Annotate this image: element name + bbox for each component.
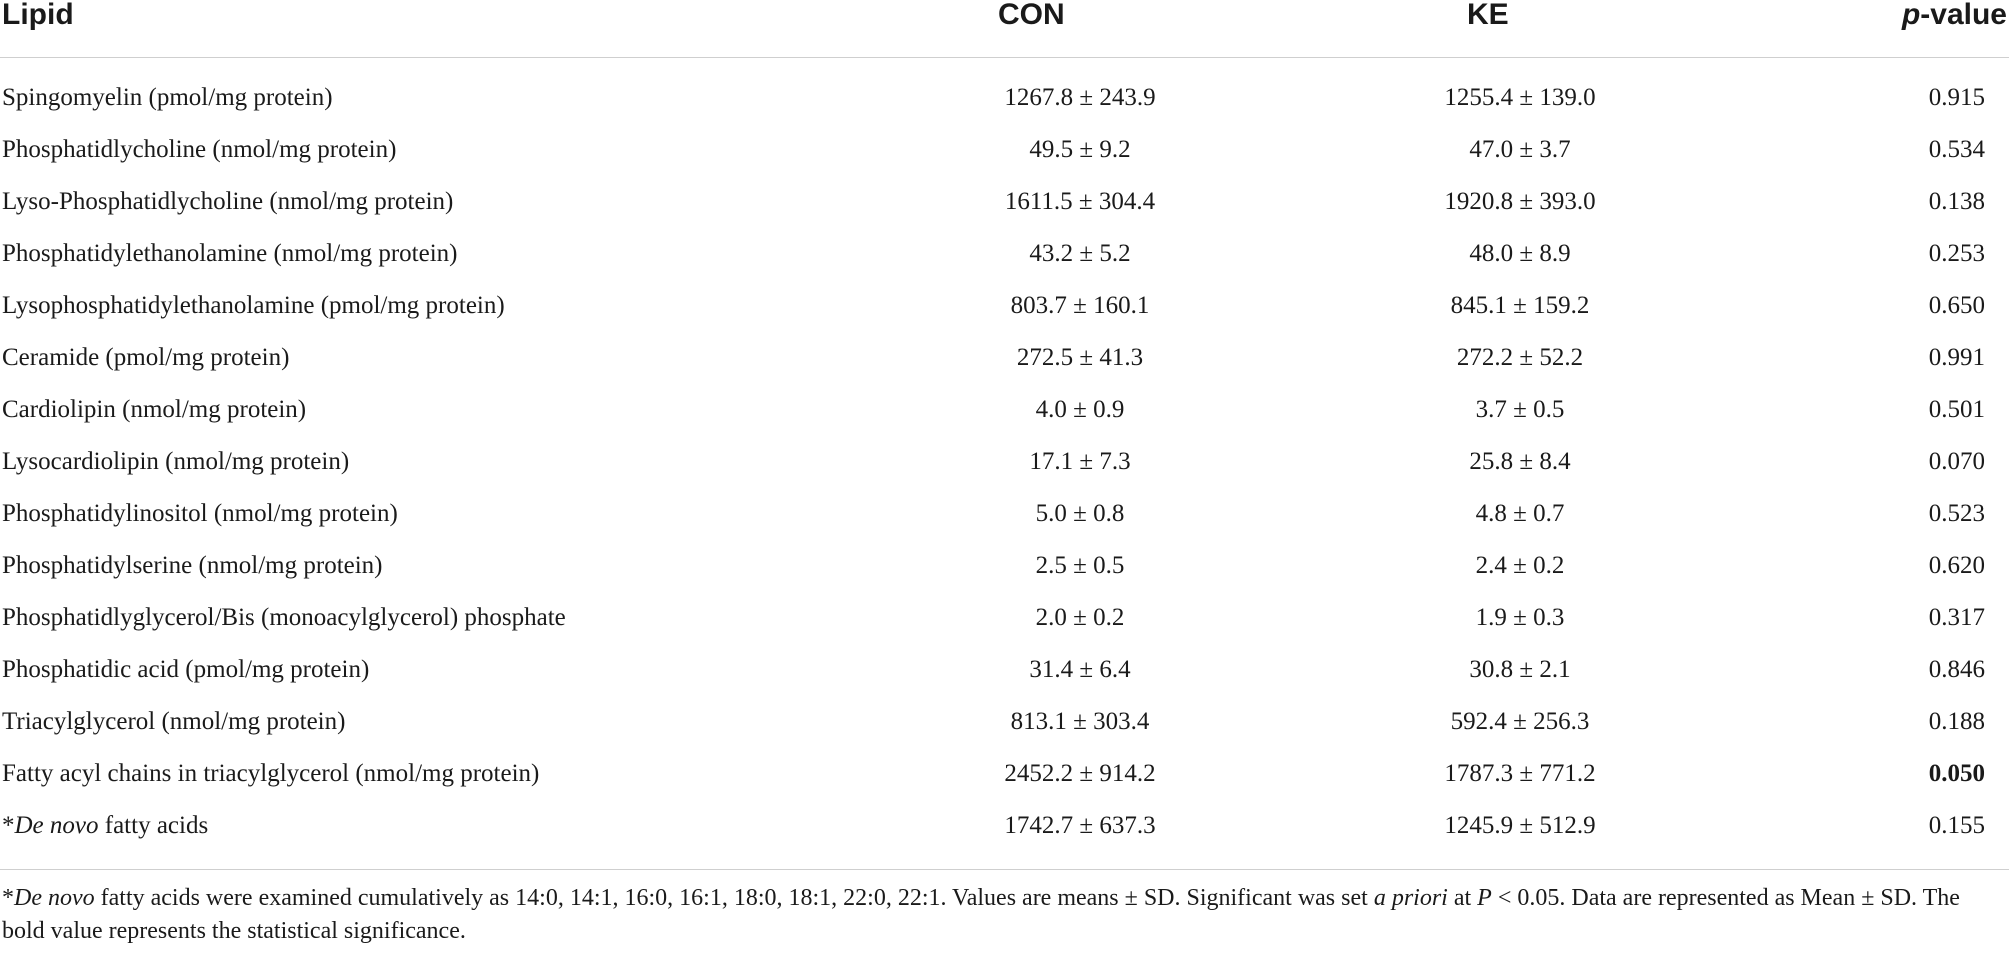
cell-lipid — [0, 124, 880, 176]
cell-p-value: 0.188 — [1928, 708, 1985, 735]
header-con: CON — [998, 0, 1065, 31]
cell-con: 272.5 ± 41.3 — [1016, 344, 1144, 371]
cell-p-value: 0.620 — [1928, 552, 1985, 579]
footnote-text-1: fatty acids were examined cumulatively as 14:0, 14:1, 16:0, 16:1, 18:0, 18:1, 22:0, 22:1. Values are means ± SD. Significant was set — [94, 885, 1374, 911]
cell-p-value: 0.991 — [1928, 344, 1985, 371]
cell-con: 2452.2 ± 914.2 — [1004, 760, 1156, 787]
header-p-value — [1840, 0, 2009, 58]
cell-con: 803.7 ± 160.1 — [1010, 292, 1150, 319]
table-row — [0, 72, 2009, 124]
lipid-name: Phosphatidlyglycerol/Bis (monoacylglycerol) phosphate — [2, 604, 566, 631]
cell-p-value: 0.915 — [1928, 84, 1985, 111]
cell-ke: 1787.3 ± 771.2 — [1444, 760, 1596, 787]
cell-ke: 3.7 ± 0.5 — [1475, 396, 1565, 423]
cell-con: 813.1 ± 303.4 — [1010, 708, 1150, 735]
table-row — [0, 644, 2009, 696]
table-row — [0, 800, 2009, 852]
cell-ke: 30.8 ± 2.1 — [1469, 656, 1571, 683]
table-body — [0, 58, 2009, 853]
cell-con: 1267.8 ± 243.9 — [1004, 84, 1156, 111]
cell-con: 43.2 ± 5.2 — [1029, 240, 1131, 267]
table-row — [0, 748, 2009, 800]
cell-lipid — [0, 540, 880, 592]
cell-ke: 2.4 ± 0.2 — [1475, 552, 1565, 579]
lipid-name: Phosphatidic acid (pmol/mg protein) — [2, 656, 370, 683]
cell-con: 2.5 ± 0.5 — [1035, 552, 1125, 579]
table-row — [0, 592, 2009, 644]
header-p-rest: -value — [1920, 0, 2007, 31]
cell-ke: 592.4 ± 256.3 — [1450, 708, 1590, 735]
lipid-name: Lysophosphatidylethanolamine (pmol/mg protein) — [2, 292, 505, 319]
cell-ke: 1920.8 ± 393.0 — [1444, 188, 1596, 215]
cell-lipid — [0, 72, 880, 124]
cell-con: 2.0 ± 0.2 — [1035, 604, 1125, 631]
header-lipid: Lipid — [2, 0, 74, 31]
cell-p-value: 0.070 — [1928, 448, 1985, 475]
footnote-italic-p: P — [1477, 885, 1492, 911]
cell-lipid — [0, 176, 880, 228]
lipid-name: Cardiolipin (nmol/mg protein) — [2, 396, 307, 423]
cell-lipid — [0, 436, 880, 488]
header-p-italic: p — [1901, 0, 1921, 31]
table-row — [0, 124, 2009, 176]
cell-con: 1742.7 ± 637.3 — [1004, 812, 1156, 839]
table-footnote — [2, 882, 2002, 948]
cell-lipid — [0, 488, 880, 540]
table-row — [0, 228, 2009, 280]
cell-lipid — [0, 748, 880, 800]
cell-p-value: 0.155 — [1928, 812, 1985, 839]
lipid-name: Phosphatidylserine (nmol/mg protein) — [2, 552, 383, 579]
lipid-name: Triacylglycerol (nmol/mg protein) — [2, 708, 346, 735]
spacer-row — [0, 58, 2009, 73]
cell-p-value: 0.138 — [1928, 188, 1985, 215]
header-ke: KE — [1467, 0, 1509, 31]
table-row — [0, 540, 2009, 592]
cell-lipid — [0, 280, 880, 332]
cell-ke: 47.0 ± 3.7 — [1469, 136, 1571, 163]
cell-p-value: 0.650 — [1928, 292, 1985, 319]
lipid-name: Lyso-Phosphatidlycholine (nmol/mg protein) — [2, 188, 454, 215]
table-row — [0, 280, 2009, 332]
table-row — [0, 176, 2009, 228]
cell-lipid — [0, 592, 880, 644]
cell-lipid — [0, 228, 880, 280]
cell-ke: 48.0 ± 8.9 — [1469, 240, 1571, 267]
cell-lipid — [0, 696, 880, 748]
lipid-name: Phosphatidlycholine (nmol/mg protein) — [2, 136, 397, 163]
cell-p-value: 0.523 — [1928, 500, 1985, 527]
cell-lipid — [0, 332, 880, 384]
cell-lipid — [0, 800, 880, 852]
table-row — [0, 488, 2009, 540]
cell-ke: 4.8 ± 0.7 — [1475, 500, 1565, 527]
spacer-cell — [0, 58, 2009, 73]
cell-ke: 1245.9 ± 512.9 — [1444, 812, 1596, 839]
cell-p-value: 0.317 — [1928, 604, 1985, 631]
footnote-italic-a-priori: a priori — [1373, 885, 1448, 911]
cell-p-value-significant: 0.050 — [1928, 760, 1985, 787]
cell-p-value: 0.846 — [1928, 656, 1985, 683]
cell-p-value: 0.501 — [1928, 396, 1985, 423]
cell-ke: 25.8 ± 8.4 — [1469, 448, 1571, 475]
cell-lipid — [0, 384, 880, 436]
cell-ke: 1.9 ± 0.3 — [1475, 604, 1565, 631]
footnote-italic-de-novo: De novo — [14, 885, 95, 911]
cell-con: 1611.5 ± 304.4 — [1004, 188, 1156, 215]
table-row — [0, 436, 2009, 488]
cell-con: 49.5 ± 9.2 — [1029, 136, 1131, 163]
lipid-name: Spingomyelin (pmol/mg protein) — [2, 84, 333, 111]
cell-p-value: 0.253 — [1928, 240, 1985, 267]
cell-p-value: 0.534 — [1928, 136, 1985, 163]
lipid-prefix: * — [2, 812, 15, 839]
footnote-star: * — [2, 885, 14, 911]
table-row — [0, 696, 2009, 748]
lipid-italic: De novo — [14, 812, 99, 839]
bottom-rule — [0, 869, 2009, 870]
cell-con: 31.4 ± 6.4 — [1029, 656, 1131, 683]
footnote-text-2: at — [1447, 885, 1478, 911]
cell-ke: 1255.4 ± 139.0 — [1444, 84, 1596, 111]
table-row — [0, 332, 2009, 384]
lipid-name: Phosphatidylinositol (nmol/mg protein) — [2, 500, 398, 527]
lipid-name: Ceramide (pmol/mg protein) — [2, 344, 290, 371]
lipid-name: Phosphatidylethanolamine (nmol/mg protein) — [2, 240, 458, 267]
table-row — [0, 384, 2009, 436]
cell-con: 17.1 ± 7.3 — [1029, 448, 1131, 475]
lipid-name: Fatty acyl chains in triacylglycerol (nmol/mg protein) — [2, 760, 540, 787]
cell-con: 4.0 ± 0.9 — [1035, 396, 1125, 423]
cell-ke: 845.1 ± 159.2 — [1450, 292, 1590, 319]
cell-lipid — [0, 644, 880, 696]
lipid-name: Lysocardiolipin (nmol/mg protein) — [2, 448, 350, 475]
cell-con: 5.0 ± 0.8 — [1035, 500, 1125, 527]
footnote-text-3: < 0.05. Data are represented as Mean ± SD. The bold value represents the statistical significance. — [2, 885, 1960, 944]
cell-ke: 272.2 ± 52.2 — [1456, 344, 1584, 371]
lipid-name: fatty acids — [98, 812, 209, 839]
table-header-row — [0, 0, 2009, 58]
